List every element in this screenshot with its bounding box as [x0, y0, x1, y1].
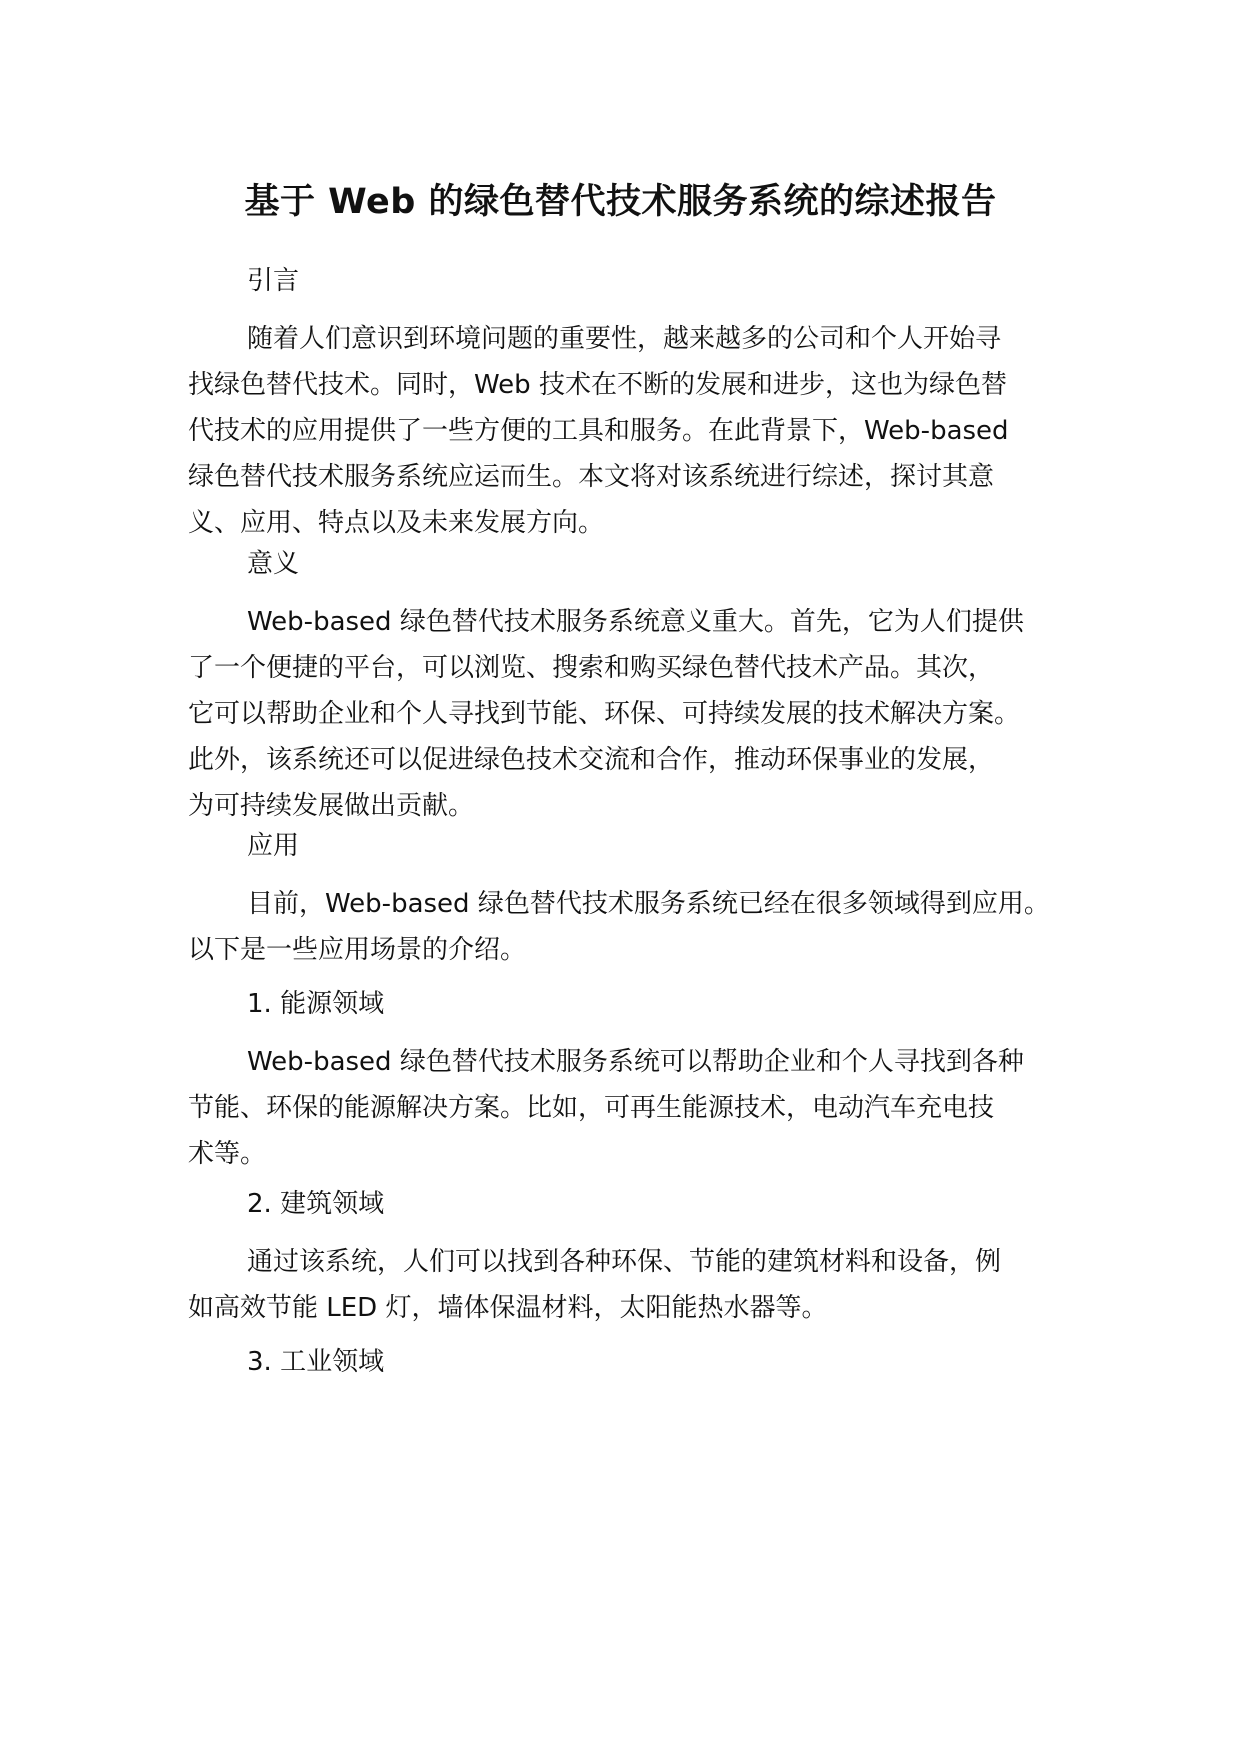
paragraph-line: 以下是一些应用场景的介绍。 — [188, 935, 527, 965]
paragraph-line: 为可持续发展做出贡献。 — [188, 791, 475, 821]
paragraph-line: 节能、环保的能源解决方案。比如，可再生能源技术，电动汽车充电技 — [188, 1093, 995, 1123]
energy-paragraph — [188, 1039, 1068, 1177]
paragraph-line: 了一个便捷的平台，可以浏览、搜索和购买绿色替代技术产品。其次， — [188, 653, 995, 683]
construction-paragraph — [188, 1239, 1068, 1331]
section-heading-intro: 引言 — [247, 266, 300, 296]
section-heading-energy: 1. 能源领域 — [247, 989, 385, 1019]
section-heading-construction: 2. 建筑领域 — [247, 1189, 385, 1219]
significance-paragraph — [188, 599, 1068, 829]
paragraph-line: 随着人们意识到环境问题的重要性，越来越多的公司和个人开始寻 — [247, 324, 1002, 354]
paragraph-line: 术等。 — [188, 1139, 267, 1169]
document-title: 基于 Web 的绿色替代技术服务系统的综述报告 — [244, 182, 997, 222]
paragraph-line: 绿色替代技术服务系统应运而生。本文将对该系统进行综述，探讨其意 — [188, 462, 995, 492]
paragraph-line: 它可以帮助企业和个人寻找到节能、环保、可持续发展的技术解决方案。 — [188, 699, 1021, 729]
intro-paragraph — [188, 316, 1068, 546]
paragraph-line: 通过该系统，人们可以找到各种环保、节能的建筑材料和设备，例 — [247, 1247, 1002, 1277]
paragraph-line: 如高效节能 LED 灯，墙体保温材料，太阳能热水器等。 — [188, 1293, 828, 1323]
paragraph-line: 找绿色替代技术。同时，Web 技术在不断的发展和进步，这也为绿色替 — [188, 370, 1007, 400]
section-heading-application: 应用 — [247, 831, 300, 861]
paragraph-line: Web-based 绿色替代技术服务系统意义重大。首先，它为人们提供 — [247, 607, 1024, 637]
paragraph-line: 此外，该系统还可以促进绿色技术交流和合作，推动环保事业的发展， — [188, 745, 995, 775]
paragraph-line: 目前，Web-based 绿色替代技术服务系统已经在很多领域得到应用。 — [247, 889, 1050, 919]
section-heading-industry: 3. 工业领域 — [247, 1347, 385, 1377]
paragraph-line: Web-based 绿色替代技术服务系统可以帮助企业和个人寻找到各种 — [247, 1047, 1024, 1077]
section-heading-significance: 意义 — [247, 549, 300, 579]
paragraph-line: 代技术的应用提供了一些方便的工具和服务。在此背景下，Web-based — [188, 416, 1009, 446]
application-paragraph — [188, 881, 1068, 973]
paragraph-line: 义、应用、特点以及未来发展方向。 — [188, 508, 605, 538]
